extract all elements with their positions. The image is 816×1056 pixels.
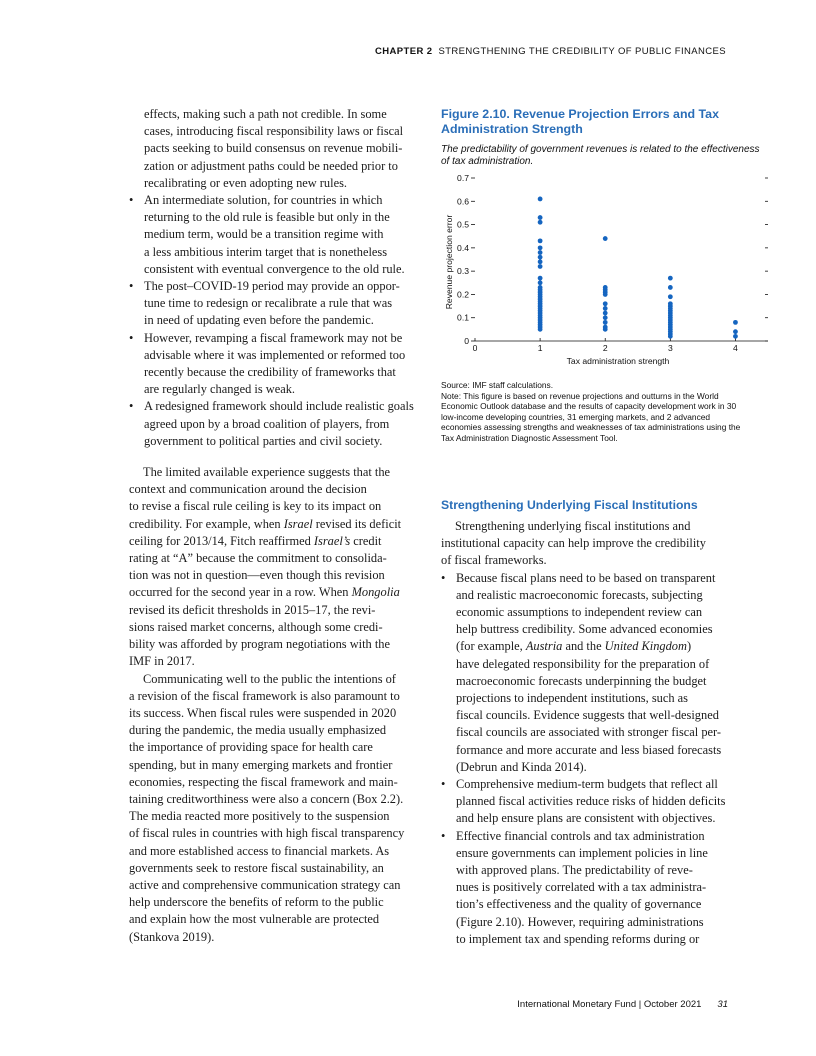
text-line: Communicating well to the public the intentions of [143, 671, 396, 686]
x-tick-label: 4 [733, 343, 738, 353]
y-tick-label: 0.1 [457, 312, 469, 323]
intro-paragraph [129, 106, 415, 192]
text-line: are regularly changed is weak. [144, 382, 296, 397]
scatter-chart [438, 170, 772, 370]
text-line: (Stankova 2019). [129, 929, 215, 944]
text-line: to implement tax and spending reforms during or [456, 931, 700, 946]
text-line: (for example, Austria and the United Kingdom) [456, 639, 692, 654]
body-paragraph [441, 518, 726, 570]
text-line: Effective financial controls and tax administration [456, 828, 705, 843]
bullet-item [129, 192, 415, 278]
data-point [603, 320, 608, 325]
x-axis-label: Tax administration strength [566, 356, 670, 366]
chart-points [538, 197, 738, 339]
bullet-icon: • [441, 777, 446, 792]
text-line: zation or adjustment paths could be needed prior to [144, 158, 398, 173]
country-name: Israel’s [313, 533, 351, 548]
text-line: of fiscal frameworks. [441, 553, 547, 568]
chapter-label: CHAPTER 2 [375, 46, 433, 57]
text-line: effects, making such a path not credible. In some [144, 107, 387, 121]
text-line: in need of updating even before the pandemic. [144, 313, 374, 328]
country-name: Mongolia [351, 585, 400, 600]
text-line: planned fiscal activities reduce risks of hidden deficits [456, 794, 726, 809]
text-line: Comprehensive medium-term budgets that reflect all [456, 777, 718, 792]
text-line: with approved plans. The predictability of reve- [456, 863, 693, 878]
data-point [538, 197, 543, 202]
x-tick-label: 0 [472, 343, 478, 353]
section-heading: Strengthening Underlying Fiscal Institutions [441, 498, 698, 512]
data-point [668, 294, 673, 299]
text-line: The media reacted more positively to the suspension [129, 809, 390, 824]
text-line: active and comprehensive communication strategy can [129, 877, 401, 892]
bullet-icon: • [129, 330, 134, 345]
text-line: A redesigned framework should include realistic goals [144, 399, 414, 414]
text-line: fiscal councils are associated with stronger fiscal per- [456, 725, 722, 740]
text-line: to revise a fiscal rule ceiling is key to its impact on [129, 499, 382, 514]
text-line: credibility. For example, when Israel revised its deficit [129, 516, 402, 531]
text-line: The post–COVID-19 period may provide an oppor- [144, 279, 400, 294]
data-point [733, 329, 738, 334]
bullet-item [129, 398, 415, 450]
figure-subtitle-line: of tax administration. [441, 156, 534, 167]
text-line: governments seek to restore fiscal sustainability, an [129, 860, 384, 875]
bullet-item [441, 570, 726, 776]
data-point [538, 280, 543, 285]
running-header [375, 46, 726, 57]
data-point [538, 264, 543, 269]
text-line: medium term, would be a transition regime with [144, 227, 384, 242]
data-point [668, 285, 673, 290]
y-tick-label: 0.3 [457, 266, 469, 277]
figure-source: Source: IMF staff calculations. [441, 380, 554, 390]
text-line: a revision of the fiscal framework is also paramount to [129, 688, 400, 703]
text-line: The limited available experience suggests that the [143, 465, 391, 480]
text-line: help buttress credibility. Some advanced economies [456, 622, 713, 637]
data-point [538, 245, 543, 250]
data-point [733, 334, 738, 339]
data-point [603, 327, 608, 332]
page-number: 31 [717, 999, 728, 1010]
text-line: advisable where it was implemented or reformed too [144, 347, 406, 362]
x-tick-label: 1 [537, 343, 543, 353]
y-tick-label: 0.6 [457, 196, 469, 207]
text-line: projections to independent institutions, such as [456, 691, 688, 706]
country-name: Israel [283, 516, 313, 531]
data-point [538, 259, 543, 264]
data-point [538, 238, 543, 243]
text-line: recalibrating or even adopting new rules. [144, 175, 347, 190]
bullet-icon: • [129, 399, 134, 414]
figure-note-line: Economic Outlook database and the results of capacity development work in 30 [441, 401, 737, 411]
text-line: and more established access to financial markets. As [129, 843, 390, 858]
text-line: government to political parties and civil society. [144, 433, 383, 448]
text-line: sions raised market concerns, although some credi- [129, 619, 383, 634]
figure-note-line: Tax Administration Diagnostic Assessment Tool. [441, 432, 618, 443]
bullet-icon: • [129, 279, 134, 294]
body-paragraph [129, 464, 415, 670]
data-point [538, 250, 543, 255]
text-line: economies, respecting the fiscal framework and main- [129, 774, 398, 789]
y-tick-label: 0.7 [457, 173, 469, 183]
left-column [129, 106, 415, 946]
data-point [538, 276, 543, 281]
data-point [603, 292, 608, 297]
text-line: agreed upon by a broad coalition of players, from [144, 416, 390, 431]
text-line: IMF in 2017. [129, 654, 195, 669]
text-line: and help ensure plans are consistent with objectives. [456, 811, 716, 826]
chart-axes [457, 173, 768, 353]
publication-info: International Monetary Fund | October 2021 [517, 999, 702, 1010]
y-tick-label: 0.4 [457, 242, 469, 253]
figure-title-line: Figure 2.10. Revenue Projection Errors and Tax [441, 107, 719, 121]
text-line: Strengthening underlying fiscal institutions and [455, 519, 691, 533]
bullet-item [129, 330, 415, 399]
figure-title [441, 107, 761, 137]
text-line: its success. When fiscal rules were suspended in 2020 [129, 705, 397, 720]
text-line: (Figure 2.10). However, requiring administrations [456, 914, 704, 929]
x-tick-label: 3 [667, 343, 673, 353]
data-point [603, 301, 608, 306]
figure-note-line: Note: This figure is based on revenue projections and outturns in the World [441, 390, 719, 401]
text-line: spending, but in many emerging markets and frontier [129, 757, 393, 772]
bullet-item [441, 776, 726, 828]
data-point [538, 220, 543, 225]
text-line: revised its deficit thresholds in 2015–17, the revi- [129, 602, 376, 617]
figure-notes [441, 380, 771, 443]
text-line: bility was afforded by program negotiations with the [129, 637, 390, 652]
text-line: cases, introducing fiscal responsibility laws or fiscal [144, 124, 404, 139]
text-line: occurred for the second year in a row. When Mongolia [129, 585, 400, 600]
text-line: context and communication around the decision [129, 482, 367, 497]
data-point [668, 276, 673, 281]
text-line: recently because the credibility of frameworks that [144, 365, 396, 380]
figure-subtitle [441, 144, 771, 168]
data-point [603, 311, 608, 316]
text-line: and explain how the most vulnerable are protected [129, 912, 380, 927]
y-tick-label: 0 [464, 336, 469, 346]
text-line: formance and more accurate and less biased forecasts [456, 742, 722, 757]
data-point [733, 320, 738, 325]
y-tick-label: 0.2 [457, 289, 469, 300]
text-line: a less ambitious interim target that is nonetheless [144, 244, 388, 259]
right-column [441, 518, 726, 948]
text-line: during the pandemic, the media usually emphasized [129, 723, 387, 738]
text-line: However, revamping a fiscal framework may not be [144, 330, 403, 345]
page-footer [517, 999, 728, 1010]
text-line: institutional capacity can help improve the credibility [441, 536, 706, 551]
text-line: returning to the old rule is feasible but only in the [144, 210, 390, 225]
data-point [538, 215, 543, 220]
text-line: help underscore the benefits of reform to the public [129, 895, 384, 910]
chapter-title: STRENGTHENING THE CREDIBILITY OF PUBLIC FINANCES [438, 46, 726, 57]
text-line: tion’s effectiveness and the quality of governance [456, 897, 702, 912]
figure-subtitle-line: The predictability of government revenues is related to the effectiveness [441, 144, 760, 155]
text-line: tion was not in question—even though this revision [129, 568, 385, 583]
figure-note-line: low-income developing countries, 31 emerging markets, and 2 advanced [441, 411, 711, 422]
data-point [668, 334, 673, 339]
text-line: have delegated responsibility for the preparation of [456, 656, 710, 671]
figure-note-line: economies assessing strengths and weaknesses of tax administrations using the [441, 422, 741, 432]
bullet-icon: • [441, 828, 446, 843]
text-line: consistent with eventual convergence to the old rule. [144, 261, 405, 276]
y-tick-label: 0.5 [457, 219, 469, 230]
body-paragraph [129, 671, 415, 946]
text-line: the importance of providing space for health care [129, 740, 373, 755]
bullet-icon: • [129, 193, 134, 208]
text-line: ensure governments can implement policies in line [456, 845, 708, 860]
bullet-icon: • [441, 570, 446, 585]
text-line: fiscal councils. Evidence suggests that well-designed [456, 708, 719, 723]
text-line: and realistic macroeconomic forecasts, subjecting [456, 587, 703, 602]
text-line: pacts seeking to build consensus on revenue mobili- [144, 141, 403, 156]
text-line: nues is positively correlated with a tax administra- [456, 880, 707, 895]
data-point [603, 306, 608, 311]
bullet-item [129, 278, 415, 330]
text-line: (Debrun and Kinda 2014). [456, 759, 587, 774]
bullet-item [441, 828, 726, 948]
y-axis-label: Revenue projection error [444, 214, 454, 310]
data-point [603, 236, 608, 241]
text-line: Because fiscal plans need to be based on transparent [456, 570, 716, 585]
text-line: rating at “A” because the commitment to consolida- [129, 551, 387, 566]
data-point [538, 255, 543, 260]
data-point [603, 315, 608, 320]
text-line: taining creditworthiness were also a concern (Box 2.2). [129, 791, 404, 806]
text-line: economic assumptions to independent review can [456, 605, 703, 620]
figure-title-line: Administration Strength [441, 122, 583, 136]
text-line: tune time to redesign or recalibrate a rule that was [144, 296, 393, 311]
text-line: of fiscal rules in countries with high fiscal transparency [129, 826, 405, 841]
text-line: macroeconomic forecasts underpinning the budget [456, 673, 707, 688]
x-tick-label: 2 [602, 343, 608, 353]
country-name: Austria [525, 639, 563, 654]
text-line: ceiling for 2013/14, Fitch reaffirmed Israel’s credit [129, 533, 382, 548]
text-line: An intermediate solution, for countries in which [144, 193, 383, 208]
country-name: United Kingdom [604, 639, 687, 654]
data-point [538, 327, 543, 332]
